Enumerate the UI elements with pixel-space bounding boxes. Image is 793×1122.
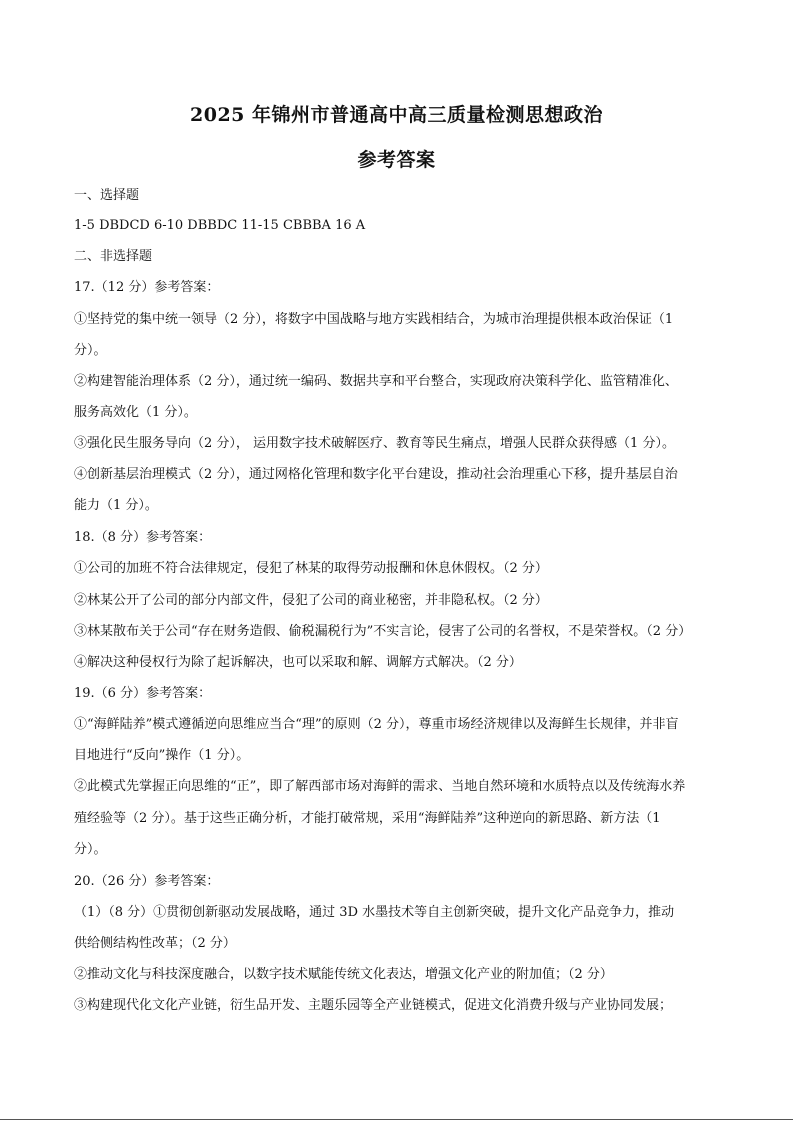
- answer-text-line: ①公司的加班不符合法律规定，侵犯了林某的取得劳动报酬和休息休假权。（2 分）: [74, 561, 548, 576]
- answer-text-line: 殖经验等（2 分）。基于这些正确分析，才能打破常规，采用“海鲜陆养”这种逆向的新思路、新方法（1: [74, 811, 661, 826]
- answer-text-line: ③林某散布关于公司“存在财务造假、偷税漏税行为”不实言论，侵害了公司的名誉权，不是荣誉权。（2 分）: [74, 624, 692, 639]
- choice-answers: 1-5 DBDCD 6-10 DBBDC 11-15 CBBBA 16 A: [74, 218, 366, 233]
- answer-text-line: ①坚持党的集中统一领导（2 分），将数字中国战略与地方实践相结合，为城市治理提供根本政治保证（1: [74, 312, 674, 327]
- answer-text-line: ③构建现代化文化产业链，衍生品开发、主题乐园等全产业链模式，促进文化消费升级与产业协同发展；: [74, 998, 673, 1013]
- document-title: 2025 年锦州市普通高中高三质量检测思想政治: [190, 104, 603, 126]
- answer-text-line: 分）。: [74, 343, 107, 358]
- answer-text-line: ①“海鲜陆养”模式遵循逆向思维应当合“理”的原则（2 分），尊重市场经济规律以及海鲜生长规律，并非盲: [74, 717, 679, 732]
- answer-text-line: 供给侧结构性改革；（2 分）: [74, 936, 236, 951]
- question-19-heading: 19.（6 分）参考答案：: [74, 686, 212, 701]
- question-20-heading: 20.（26 分）参考答案：: [74, 874, 220, 889]
- answer-text-line: ②推动文化与科技深度融合，以数字技术赋能传统文化表达，增强文化产业的附加值；（2 分）: [74, 967, 613, 982]
- answer-text-line: （1）（8 分）①贯彻创新驱动发展战略，通过 3D 水墨技术等自主创新突破，提升文化产品竞争力，推动: [74, 905, 675, 920]
- answer-text-line: ④创新基层治理模式（2 分），通过网格化管理和数字化平台建设，推动社会治理重心下移，提升基层自治: [74, 467, 678, 482]
- answer-text-line: ③强化民生服务导向（2 分）， 运用数字技术破解医疗、教育等民生痛点，增强人民群众获得感（1 分）。: [74, 436, 675, 451]
- answer-text-line: 目地进行“反向”操作（1 分）。: [74, 748, 250, 763]
- section-heading-nonchoice: 二、非选择题: [74, 249, 153, 264]
- answer-text-line: 服务高效化（1 分）。: [74, 405, 197, 420]
- answer-text-line: ②此模式先掌握正向思维的“正”，即了解西部市场对海鲜的需求、当地自然环境和水质特点以及传统海水养: [74, 779, 686, 794]
- answer-text-line: ②构建智能治理体系（2 分），通过统一编码、数据共享和平台整合，实现政府决策科学化、监管精准化、: [74, 374, 678, 389]
- section-heading-choice: 一、选择题: [74, 188, 140, 203]
- page-bottom-rule: [0, 1119, 793, 1120]
- answer-text-line: ②林某公开了公司的部分内部文件，侵犯了公司的商业秘密，并非隐私权。（2 分）: [74, 593, 548, 608]
- answer-text-line: ④解决这种侵权行为除了起诉解决，也可以采取和解、调解方式解决。（2 分）: [74, 655, 522, 670]
- answer-text-line: 分）。: [74, 842, 107, 857]
- question-18-heading: 18.（8 分）参考答案：: [74, 530, 212, 545]
- question-17-heading: 17.（12 分）参考答案：: [74, 280, 220, 295]
- document-subtitle: 参考答案: [357, 149, 436, 171]
- answer-text-line: 能力（1 分）。: [74, 498, 158, 513]
